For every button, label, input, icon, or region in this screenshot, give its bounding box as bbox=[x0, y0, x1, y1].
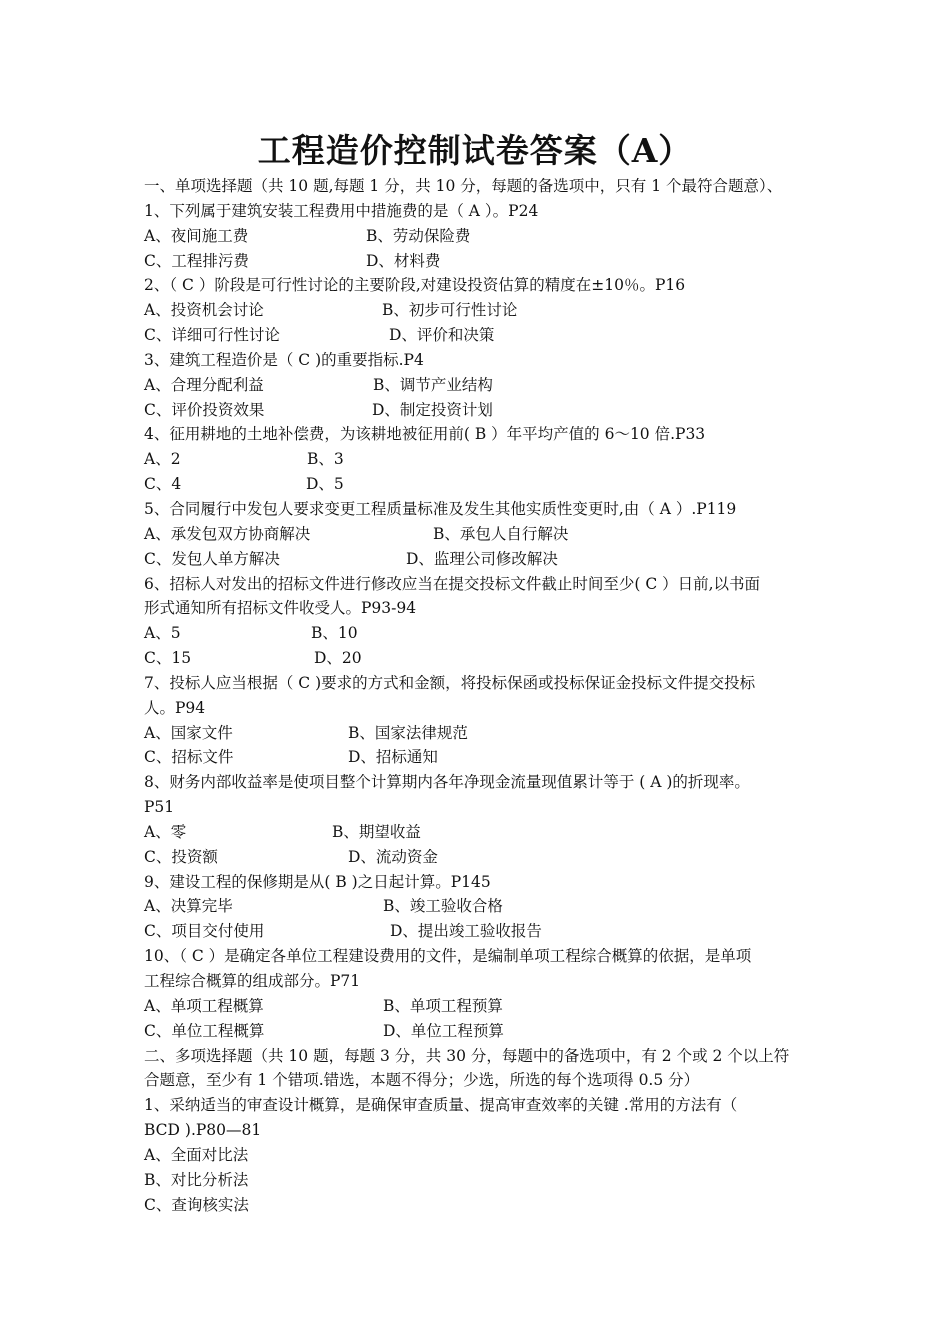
option-row bbox=[144, 323, 814, 348]
option-b: B、国家法律规范 bbox=[348, 723, 468, 742]
option-a: A、合理分配利益 bbox=[144, 375, 264, 394]
option-a: A、2 bbox=[144, 450, 181, 469]
option-d: D、20 bbox=[314, 649, 362, 668]
question-stem: 3、建筑工程造价是（ C )的重要指标.P4 bbox=[144, 350, 424, 369]
option-c: C、单位工程概算 bbox=[144, 1021, 265, 1040]
option-d: D、评价和决策 bbox=[389, 326, 495, 345]
option-c: C、工程排污费 bbox=[144, 251, 249, 270]
option-c: C、发包人单方解决 bbox=[144, 549, 280, 568]
option-a: A、零 bbox=[144, 822, 187, 841]
option-a: A、投资机会讨论 bbox=[144, 301, 264, 320]
option-b: B、3 bbox=[307, 450, 344, 469]
option-row bbox=[144, 373, 814, 398]
question-9 bbox=[144, 870, 814, 945]
option-d: D、材料费 bbox=[366, 251, 441, 270]
question-stem: 7、投标人应当根据（ C )要求的方式和金额，将投标保函或投标保证金投标文件提交投标 bbox=[144, 673, 756, 692]
option-b: B、调节产业结构 bbox=[373, 375, 493, 394]
option-c: C、评价投资效果 bbox=[144, 400, 265, 419]
page-title: 工程造价控制试卷答案（A） bbox=[257, 131, 693, 170]
question-5 bbox=[144, 497, 814, 572]
option-d: D、单位工程预算 bbox=[383, 1021, 504, 1040]
section-2-heading-cont: 合题意，至少有 1 个错项.错选，本题不得分；少选，所选的每个选项得 0.5 分） bbox=[144, 1071, 700, 1090]
option-a: A、承发包双方协商解决 bbox=[144, 524, 311, 543]
question-stem: 6、招标人对发出的招标文件进行修改应当在提交投标文件截止时间至少( C ）日前,以书面 bbox=[144, 574, 761, 593]
option-row bbox=[144, 447, 814, 472]
option-a: A、决算完毕 bbox=[144, 897, 233, 916]
option-row bbox=[144, 646, 814, 671]
option-c: C、4 bbox=[144, 475, 182, 494]
question-stem-cont: P51 bbox=[144, 798, 175, 817]
option-c: C、查询核实法 bbox=[144, 1195, 249, 1214]
option-d: D、监理公司修改解决 bbox=[406, 549, 558, 568]
option-b: B、竣工验收合格 bbox=[383, 897, 503, 916]
option-row bbox=[144, 919, 814, 944]
option-b: B、劳动保险费 bbox=[366, 226, 471, 245]
option-row bbox=[144, 249, 814, 274]
option-c: C、15 bbox=[144, 649, 192, 668]
option-row bbox=[144, 894, 814, 919]
option-b: B、承包人自行解决 bbox=[433, 524, 569, 543]
option-c: C、项目交付使用 bbox=[144, 922, 265, 941]
document-body bbox=[144, 174, 814, 1217]
option-row bbox=[144, 398, 814, 423]
option-d: D、提出竣工验收报告 bbox=[390, 922, 542, 941]
question-stem: 5、合同履行中发包人要求变更工程质量标准及发生其他实质性变更时,由（ A ）.P119 bbox=[144, 499, 737, 518]
question-stem-cont: 工程综合概算的组成部分。P71 bbox=[144, 972, 361, 990]
question-stem-cont: 人。P94 bbox=[144, 698, 206, 717]
option-row bbox=[144, 845, 814, 870]
question-stem: 10、（ C ）是确定各单位工程建设费用的文件，是编制单项工程综合概算的依据，是单项 bbox=[144, 947, 752, 966]
question-4 bbox=[144, 422, 814, 497]
option-a: A、单项工程概算 bbox=[144, 996, 264, 1015]
option-d: D、招标通知 bbox=[348, 748, 438, 767]
question-stem: 1、下列属于建筑安装工程费用中措施费的是（ A ）。P24 bbox=[144, 201, 539, 220]
option-row bbox=[144, 522, 814, 547]
option-b: B、单项工程预算 bbox=[383, 996, 503, 1015]
section-2-heading: 二、多项选择题（共 10 题，每题 3 分，共 30 分，每题中的备选项中，有 2 个或 2 个以上符 bbox=[144, 1046, 790, 1065]
question-3 bbox=[144, 348, 814, 423]
question-stem: 4、征用耕地的土地补偿费，为该耕地被征用前( B ）年平均产值的 6～10 倍.P33 bbox=[144, 425, 706, 444]
question-6 bbox=[144, 572, 814, 671]
section-1-heading: 一、单项选择题（共 10 题,每题 1 分，共 10 分，每题的备选项中，只有 1 个最符合题意）、 bbox=[144, 177, 783, 195]
question-stem: 8、财务内部收益率是使项目整个计算期内各年净现金流量现值累计等于 ( A )的折现率。 bbox=[144, 773, 750, 792]
question-stem-cont: 形式通知所有招标文件收受人。P93-94 bbox=[144, 599, 417, 618]
multi-question-1 bbox=[144, 1093, 814, 1217]
option-row bbox=[144, 1019, 814, 1044]
question-stem: 9、建设工程的保修期是从( B )之日起计算。P145 bbox=[144, 872, 491, 891]
option-row bbox=[144, 820, 814, 845]
option-row bbox=[144, 298, 814, 323]
option-b: B、对比分析法 bbox=[144, 1170, 249, 1189]
option-row bbox=[144, 224, 814, 249]
option-a: A、夜间施工费 bbox=[144, 226, 249, 245]
option-b: B、期望收益 bbox=[332, 822, 421, 841]
question-7 bbox=[144, 671, 814, 770]
option-c: C、投资额 bbox=[144, 847, 218, 866]
option-d: D、流动资金 bbox=[348, 847, 438, 866]
question-10 bbox=[144, 944, 814, 1043]
option-a: A、5 bbox=[144, 624, 181, 643]
option-row bbox=[144, 472, 814, 497]
option-row bbox=[144, 621, 814, 646]
option-b: B、初步可行性讨论 bbox=[382, 301, 518, 320]
option-a: A、国家文件 bbox=[144, 723, 233, 742]
question-stem-cont: BCD ).P80—81 bbox=[144, 1121, 262, 1140]
question-1 bbox=[144, 199, 814, 274]
option-row bbox=[144, 994, 814, 1019]
question-2 bbox=[144, 273, 814, 348]
question-stem: 1、采纳适当的审查设计概算，是确保审查质量、提高审查效率的关键 .常用的方法有（ bbox=[144, 1096, 738, 1115]
option-a: A、全面对比法 bbox=[144, 1145, 249, 1164]
option-c: C、招标文件 bbox=[144, 748, 234, 767]
option-d: D、5 bbox=[306, 475, 344, 494]
option-row bbox=[144, 745, 814, 770]
question-stem: 2、（ C ）阶段是可行性讨论的主要阶段,对建设投资估算的精度在±10％。P16 bbox=[144, 276, 686, 295]
option-d: D、制定投资计划 bbox=[372, 400, 493, 419]
option-row bbox=[144, 721, 814, 746]
question-8 bbox=[144, 770, 814, 869]
option-b: B、10 bbox=[311, 624, 358, 643]
option-row bbox=[144, 547, 814, 572]
option-c: C、详细可行性讨论 bbox=[144, 326, 280, 345]
